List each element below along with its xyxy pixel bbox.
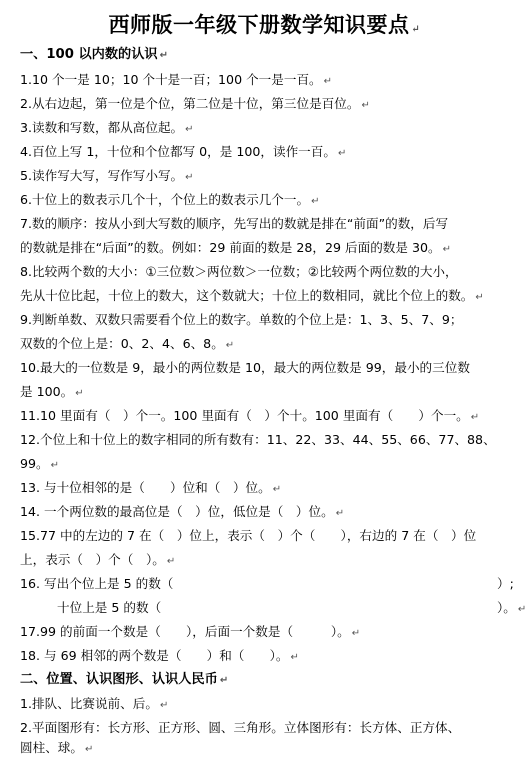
text-line: 15.77 中的左边的 7 在（ ）位上，表示（ ）个（ ），右边的 7 在（ ）位 xyxy=(20,528,477,543)
text-line: 3.读数和写数，都从高位起。 ↵ xyxy=(20,120,194,135)
paragraph-mark: ↵ xyxy=(185,172,194,183)
paragraph-mark: ↵ xyxy=(225,340,235,351)
text-line: 是 100。 ↵ xyxy=(20,384,84,399)
paragraph-mark: ↵ xyxy=(361,100,370,111)
paragraph-mark: ↵ xyxy=(475,292,484,303)
paragraph-mark: ↵ xyxy=(335,508,345,519)
text-line: 先从十位比起，十位上的数大，这个数就大；十位上的数相同，就比个位上的数。 ↵ xyxy=(20,288,484,303)
text-line: 圆柱、球。 ↵ xyxy=(20,740,94,755)
paragraph-mark: ↵ xyxy=(337,148,347,159)
paragraph-mark: ↵ xyxy=(470,412,480,423)
text-line: 1.10 个一是 10；10 个十是一百；100 个一是一百。 ↵ xyxy=(20,72,333,87)
text-line: 7.数的顺序：按从小到大写数的顺序，先写出的数就是排在“前面”的数，后写 xyxy=(20,216,449,231)
paragraph-mark: ↵ xyxy=(351,628,361,639)
text-line: 17.99 的前面一个数是（ ），后面一个数是（ ）。 ↵ xyxy=(20,624,361,639)
text-line: 8.比较两个数的大小：①三位数＞两位数＞一位数；②比较两个两位数的大小， xyxy=(20,264,458,279)
text-line: 9.判断单数、双数只需要看个位上的数字。单数的个位上是：1、3、5、7、9； xyxy=(20,312,463,327)
blank-end: ）; xyxy=(497,576,514,591)
paragraph-mark: ↵ xyxy=(219,675,229,686)
text-line: 6.十位上的数表示几个十，个位上的数表示几个一。 ↵ xyxy=(20,192,320,207)
paragraph-mark: ↵ xyxy=(323,76,333,87)
text-line: 2.平面图形有：长方形、正方形、圆、三角形。立体图形有：长方体、正方体、 xyxy=(20,720,461,735)
text-line: 上，表示（ ）个（ ）。 ↵ xyxy=(20,552,176,567)
paragraph-mark: ↵ xyxy=(185,124,194,135)
section-heading-2: 二、位置、认识图形、认识人民币 ↵ xyxy=(20,672,229,687)
document-title: 西师版一年级下册数学知识要点 ↵ xyxy=(108,12,421,37)
text-line: 14. 一个两位数的最高位是（ ）位，低位是（ ）位。 ↵ xyxy=(20,504,345,519)
paragraph-mark: ↵ xyxy=(290,652,299,663)
paragraph-mark: ↵ xyxy=(166,556,176,567)
text-line: 10.最大的一位数是 9，最小的两位数是 10，最大的两位数是 99，最小的三位数 xyxy=(20,360,470,375)
paragraph-mark: ↵ xyxy=(517,604,527,615)
paragraph-mark: ↵ xyxy=(311,196,320,207)
text-line: 16. 写出个位上是 5 的数（ xyxy=(20,576,174,591)
blank-end: ）。 ↵ xyxy=(497,600,527,615)
paragraph-mark: ↵ xyxy=(411,24,421,35)
paragraph-mark: ↵ xyxy=(50,460,60,471)
text-line: 1.排队、比赛说前、后。 ↵ xyxy=(20,696,169,711)
paragraph-mark: ↵ xyxy=(159,700,169,711)
text-line: 十位上是 5 的数（ xyxy=(57,600,162,615)
text-line: 13. 与十位相邻的是（ ）位和（ ）位。 ↵ xyxy=(20,480,282,495)
paragraph-mark: ↵ xyxy=(159,50,169,61)
text-line: 双数的个位上是：0、2、4、6、8。 ↵ xyxy=(20,336,235,351)
text-line: 2.从右边起，第一位是个位，第二位是十位，第三位是百位。 ↵ xyxy=(20,96,370,111)
text-line: 11.10 里面有（ ）个一。100 里面有（ ）个十。100 里面有（ ）个一。 ↵ xyxy=(20,408,480,423)
text-line: 99。 ↵ xyxy=(20,456,60,471)
paragraph-mark: ↵ xyxy=(84,744,94,755)
text-line: 18. 与 69 相邻的两个数是（ ）和（ ）。 ↵ xyxy=(20,648,299,663)
text-line: 4.百位上写 1，十位和个位都写 0，是 100，读作一百。 ↵ xyxy=(20,144,347,159)
paragraph-mark: ↵ xyxy=(272,484,282,495)
text-line: 12.个位上和十位上的数字相同的所有数有：11、22、33、44、55、66、77、88、 xyxy=(20,432,496,447)
text-line: 5.读作写大写，写作写小写。 ↵ xyxy=(20,168,194,183)
section-heading-1: 一、100 以内数的认识 ↵ xyxy=(20,47,169,62)
text-line: 的数就是排在“后面”的数。例如：29 前面的数是 28，29 后面的数是 30。 ↵ xyxy=(20,240,451,255)
paragraph-mark: ↵ xyxy=(75,388,84,399)
paragraph-mark: ↵ xyxy=(442,244,451,255)
